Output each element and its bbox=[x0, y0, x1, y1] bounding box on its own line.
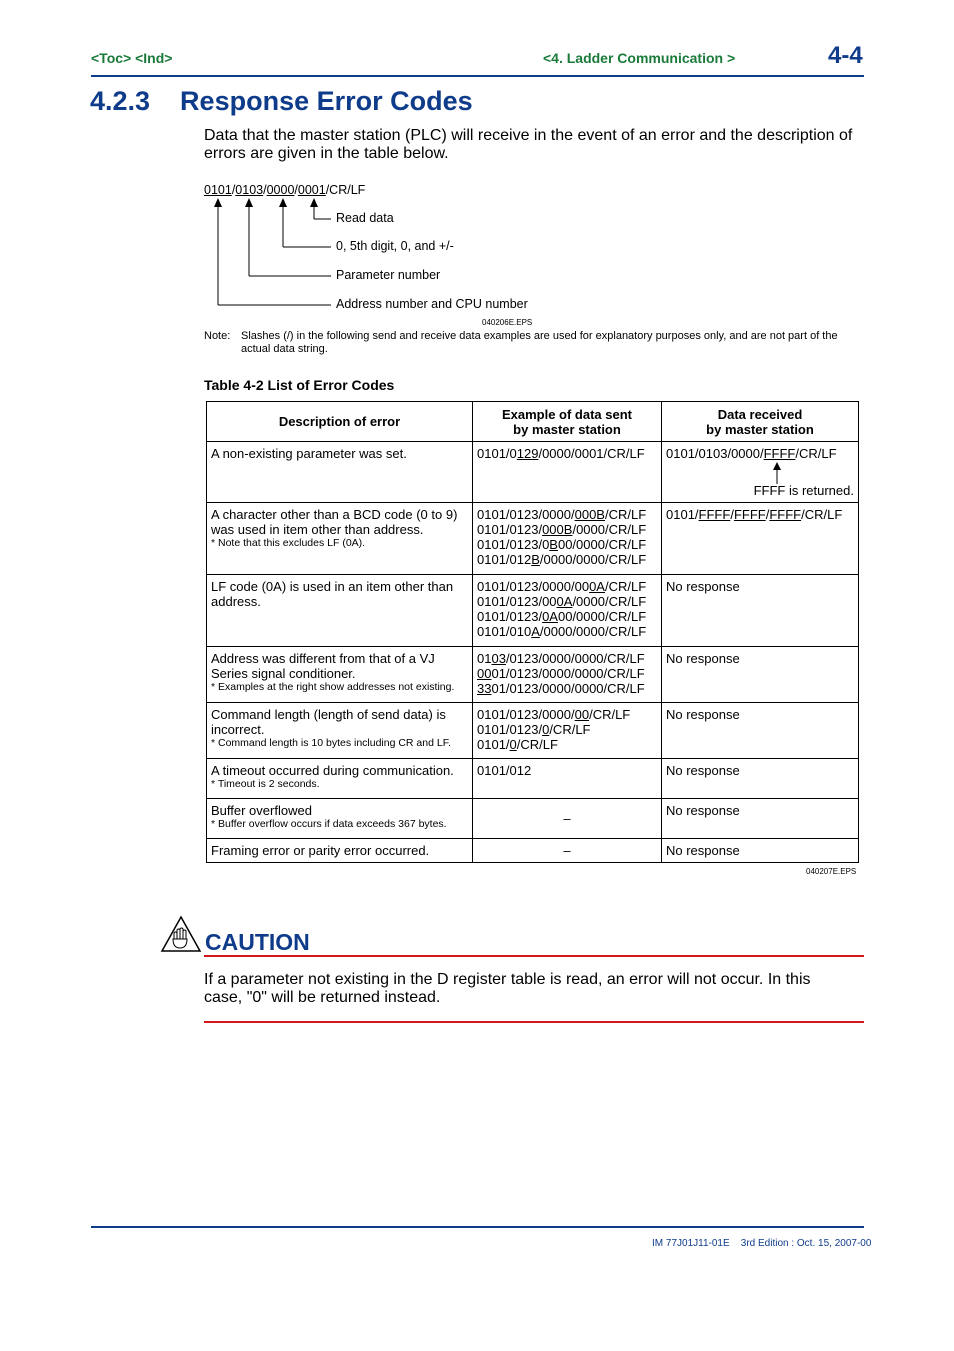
row-description: Address was different from that of a VJ Series signal conditioner. bbox=[211, 651, 435, 681]
row-note: * Buffer overflow occurs if data exceeds 367 bytes. bbox=[211, 818, 447, 830]
up-arrow-icon bbox=[771, 462, 783, 484]
table-row bbox=[207, 703, 859, 759]
part-digit: 0000 bbox=[266, 183, 295, 197]
table-row bbox=[207, 647, 859, 703]
row-description: A timeout occurred during communication. bbox=[211, 763, 454, 778]
toc-link[interactable]: <Toc> bbox=[91, 50, 132, 66]
label-digit: 0, 5th digit, 0, and +/- bbox=[336, 239, 454, 253]
row-note: * Timeout is 2 seconds. bbox=[211, 778, 320, 790]
footer-rule bbox=[91, 1226, 864, 1228]
table-row bbox=[207, 799, 859, 839]
header-rule bbox=[91, 75, 864, 77]
table-row bbox=[207, 759, 859, 799]
label-address: Address number and CPU number bbox=[336, 297, 528, 311]
table-row bbox=[207, 503, 859, 575]
row-note: * Examples at the right show addresses not existing. bbox=[211, 681, 455, 693]
row-note: * Command length is 10 bytes including CR and LF. bbox=[211, 737, 451, 749]
header-received: Data received by master station bbox=[662, 402, 859, 442]
row-description: Buffer overflowed bbox=[211, 803, 312, 818]
data-format-string: 0101/0103/0000/0001/CR/LF bbox=[204, 183, 366, 197]
chapter-link[interactable]: <4. Ladder Communication > bbox=[543, 50, 736, 66]
part-address: 0101 bbox=[204, 183, 232, 197]
caution-title: CAUTION bbox=[205, 929, 310, 955]
received-note: FFFF is returned. bbox=[753, 483, 854, 498]
note-label: Note: bbox=[204, 330, 231, 342]
row-sent: – bbox=[473, 799, 662, 839]
diagram-file-id: 040206E.EPS bbox=[482, 318, 533, 327]
note-text: Slashes (/) in the following send and receive data examples are used for explanatory purposes only, and are not part of the actual data string. bbox=[241, 330, 838, 355]
row-sent: 0101/0123/0000/000B/CR/LF 0101/0123/000B/0000/CR/LF 0101/0123/0B00/0000/CR/LF 0101/012B/0000/0000/CR/LF bbox=[473, 503, 662, 575]
table-row bbox=[207, 575, 859, 647]
row-received: No response bbox=[662, 759, 859, 799]
row-received: No response bbox=[662, 647, 859, 703]
caution-bottom-rule bbox=[204, 1021, 864, 1023]
table-row bbox=[207, 442, 859, 503]
part-suffix: /CR/LF bbox=[325, 183, 366, 197]
row-sent: 0101/0123/0000/000A/CR/LF 0101/0123/000A/0000/CR/LF 0101/0123/0A00/0000/CR/LF 0101/010A/0000/0000/CR/LF bbox=[473, 575, 662, 647]
ind-link[interactable]: <Ind> bbox=[135, 50, 173, 66]
part-read-data: 0001 bbox=[297, 183, 326, 197]
row-sent: – bbox=[473, 839, 662, 863]
row-sent: 0101/012 bbox=[473, 759, 662, 799]
section-title: 4.2.3 Response Error Codes bbox=[90, 86, 473, 116]
header-description: Description of error bbox=[207, 402, 473, 442]
row-description: A character other than a BCD code (0 to 9) was used in item other than address. bbox=[211, 507, 458, 537]
intro-text: Data that the master station (PLC) will receive in the event of an error and the description of errors are given in the table below. bbox=[204, 127, 853, 162]
table-header-row bbox=[207, 402, 859, 442]
row-description: LF code (0A) is used in an item other than address. bbox=[211, 579, 454, 609]
row-received: 0101/0103/0000/FFFF/CR/LF FFFF is returned. bbox=[662, 442, 859, 503]
label-parameter: Parameter number bbox=[336, 268, 441, 282]
diagram-arrows bbox=[205, 195, 340, 310]
footer-doc-id bbox=[652, 1238, 871, 1249]
row-description: Command length (length of send data) is incorrect. bbox=[211, 707, 446, 737]
table-file-id: 040207E.EPS bbox=[806, 867, 857, 876]
row-description: A non-existing parameter was set. bbox=[211, 446, 407, 461]
table-row bbox=[207, 839, 859, 863]
part-parameter: 0103 bbox=[235, 183, 264, 197]
page-number: 4-4 bbox=[828, 42, 863, 69]
doc-id: IM 77J01J11-01E bbox=[652, 1238, 730, 1249]
row-received: 0101/FFFF/FFFF/FFFF/CR/LF bbox=[662, 503, 859, 575]
table-caption: Table 4-2 List of Error Codes bbox=[204, 377, 395, 393]
header-sent: Example of data sent by master station bbox=[473, 402, 662, 442]
row-received: No response bbox=[662, 839, 859, 863]
label-read-data: Read data bbox=[336, 211, 394, 225]
row-received: No response bbox=[662, 575, 859, 647]
row-sent: 0103/0123/0000/0000/CR/LF 0001/0123/0000/0000/CR/LF 3301/0123/0000/0000/CR/LF bbox=[473, 647, 662, 703]
caution-hand-icon bbox=[160, 915, 202, 953]
error-codes-table bbox=[206, 401, 859, 863]
caution-top-rule bbox=[204, 955, 864, 957]
row-sent: 0101/0123/0000/00/CR/LF 0101/0123/0/CR/LF 0101/0/CR/LF bbox=[473, 703, 662, 759]
row-sent: 0101/0129/0000/0001/CR/LF bbox=[473, 442, 662, 503]
row-received: No response bbox=[662, 703, 859, 759]
row-note: * Note that this excludes LF (0A). bbox=[211, 537, 366, 549]
header-nav bbox=[91, 50, 172, 66]
row-received: No response bbox=[662, 799, 859, 839]
caution-text: If a parameter not existing in the D register table is read, an error will not occur. In this case, "0" will be returned instead. bbox=[204, 971, 811, 1006]
edition: 3rd Edition : Oct. 15, 2007-00 bbox=[740, 1238, 872, 1249]
row-description: Framing error or parity error occurred. bbox=[211, 843, 430, 858]
